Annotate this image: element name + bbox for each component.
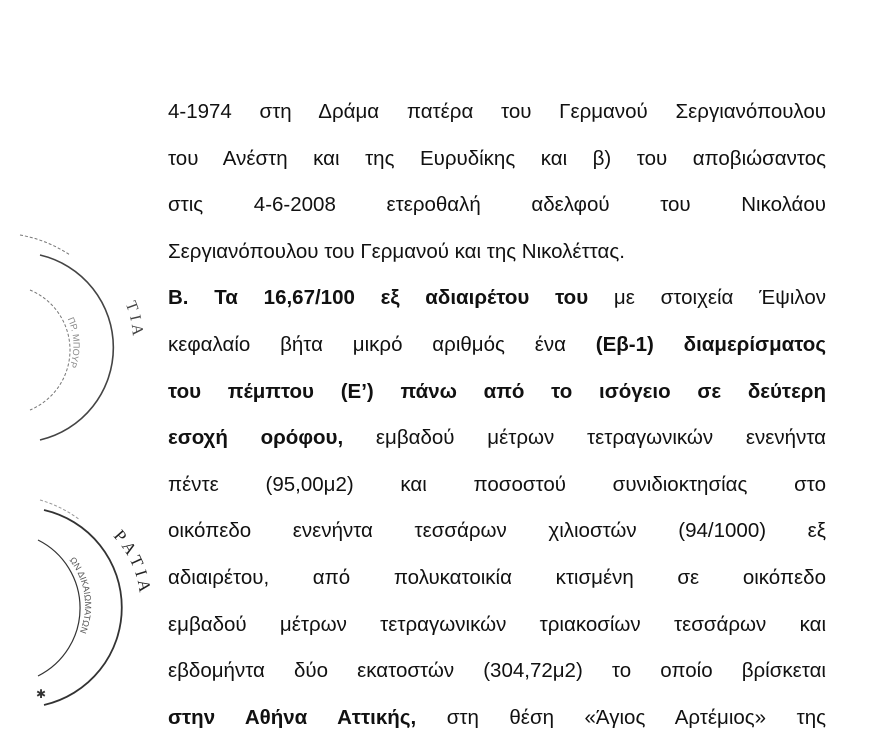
text-segment: Σεργιανόπουλου του Γερμανού και της Νικολέττας.	[168, 239, 625, 263]
text-line	[168, 558, 826, 605]
text-line	[168, 418, 826, 465]
text-line	[168, 372, 826, 419]
text-line	[168, 605, 826, 652]
stamp-bottom	[38, 500, 122, 705]
bold-text: στην Αθήνα Αττικής,	[168, 705, 417, 729]
text-segment: εμβαδού μέτρων τετραγωνικών ενενήντα	[343, 426, 826, 450]
stamp-bottom-outer-text: Ρ Α Τ Ι Α	[109, 526, 155, 594]
text-line	[168, 92, 826, 139]
text-line	[168, 651, 826, 698]
text-segment: οικόπεδο ενενήντα τεσσάρων χιλιοστών (94/1000) εξ	[168, 519, 826, 543]
text-segment: εμβαδού μέτρων τετραγωνικών τριακοσίων τεσσάρων και	[168, 612, 826, 636]
text-line	[168, 232, 826, 279]
stamp-top-inner-text: ΠΡ. ΜΠΟΥΡ	[65, 315, 82, 370]
text-segment: με στοιχεία Έψιλον	[588, 286, 826, 310]
text-segment: του Ανέστη και της Ευρυδίκης και β) του αποβιώσαντος	[168, 146, 826, 170]
text-line	[168, 185, 826, 232]
text-line	[168, 278, 826, 325]
text-line	[168, 698, 826, 745]
text-segment: στη θέση «Άγιος Αρτέμιος» της	[416, 705, 826, 729]
bold-text: (Εβ-1) διαμερίσματος	[595, 332, 826, 356]
text-line	[168, 139, 826, 186]
stamp-top	[20, 235, 113, 440]
text-segment: αδιαιρέτου, από πολυκατοικία κτισμένη σε οικόπεδο	[168, 565, 826, 589]
text-segment: στις 4-6-2008 ετεροθαλή αδελφού του Νικολάου	[168, 193, 826, 217]
bold-text: Β. Τα 16,67/100 εξ αδιαιρέτου του	[168, 286, 589, 310]
text-line	[168, 325, 826, 372]
text-line	[168, 465, 826, 512]
text-segment: πέντε (95,00μ2) και ποσοστού συνιδιοκτησίας στο	[168, 472, 826, 496]
bold-text: εσοχή ορόφου,	[168, 426, 344, 450]
text-segment: 4-1974 στη Δράμα πατέρα του Γερμανού Σεργιανόπουλου	[168, 100, 826, 123]
text-segment: εβδομήντα δύο εκατοστών (304,72μ2) το οποίο βρίσκεται	[168, 659, 826, 683]
document-body	[168, 92, 826, 744]
stamp-bottom-inner-text: ΩΝ ΔΙΚΑΙΩΜΑΤΩΝ	[67, 555, 94, 635]
stamp-top-outer-text: Τ Ι Α	[121, 298, 146, 337]
bold-text: του πέμπτου (Ε’) πάνω από το ισόγειο σε δεύτερη	[168, 379, 826, 403]
stamps	[0, 0, 160, 748]
text-segment: κεφαλαίο βήτα μικρό αριθμός ένα	[168, 332, 596, 356]
text-line	[168, 511, 826, 558]
star-icon: ✱	[36, 687, 47, 701]
